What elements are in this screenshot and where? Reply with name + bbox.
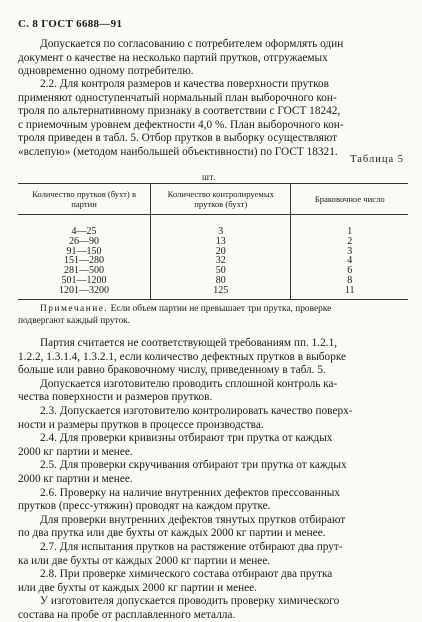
- cell-reject-number: 4: [347, 255, 353, 267]
- text-line: троля по альтернативному признаку в соответствии с ГОСТ 18242,: [18, 105, 341, 118]
- text-line: 2.4. Для проверки кривизны отбирают три прутка от каждых: [40, 432, 333, 445]
- text-line: 2.2. Для контроля размеров и качества поверхности прутков: [40, 78, 330, 90]
- cell-sample-size: 32: [151, 256, 291, 266]
- cell-reject-number: 3: [347, 245, 353, 257]
- paragraph-documents: [18, 38, 406, 79]
- text-line: Допускается по согласованию с потребителем оформлять один: [40, 38, 344, 50]
- cell-reject-number: 6: [347, 265, 353, 277]
- note-label: Примечание.: [40, 304, 109, 314]
- text-line: по два прутка или две бухты от каждых 2000 кг партии и менее.: [18, 527, 326, 540]
- cell-batch-size: 4—25: [18, 215, 151, 237]
- text-line: одновременно одному потребителю.: [18, 65, 194, 78]
- text-line: Партия считается не соответствующей требованиям пп. 1.2.1,: [40, 337, 338, 349]
- table-note: [18, 303, 408, 327]
- cell-sample-size: 3: [151, 215, 291, 237]
- note-text: Если объем партии не превышает три прутка, проверке: [110, 304, 332, 314]
- cell-reject-number: 8: [347, 274, 353, 286]
- cell-batch-size: 501—1200: [18, 276, 151, 286]
- text-line: ности и размеры прутков в процессе производства.: [18, 418, 264, 431]
- sampling-plan-table: [18, 183, 408, 300]
- cell-batch-size: 91—150: [18, 247, 151, 257]
- header-sample-size: Количество контролируемых прутков (бухт): [151, 184, 291, 215]
- table-row: [18, 215, 408, 237]
- table-row: [18, 286, 408, 299]
- text-line: 2.6. Проверку на наличие внутренних дефектов прессованных: [40, 486, 340, 499]
- cell-batch-size: 26—90: [18, 237, 151, 247]
- text-line: 2.7. Для испытания прутков на растяжение отбирают два прут-: [40, 540, 343, 553]
- cell-reject-number: 1: [347, 226, 353, 237]
- note-text: подвергают каждый пруток.: [18, 316, 131, 326]
- cell-sample-size: 80: [151, 276, 291, 286]
- cell-batch-size: 281—500: [18, 266, 151, 276]
- text-line: У изготовителя допускается проводить проверку химического: [40, 595, 340, 608]
- text-line: 2.8. При проверке химического состава отбирают два прутка: [40, 568, 333, 581]
- cell-sample-size: 125: [151, 286, 291, 299]
- text-line: применяют одноступенчатый нормальный план выборочного кон-: [18, 91, 337, 104]
- text-line: или две бухты от каждых 2000 кг партии и менее.: [18, 581, 258, 594]
- text-line: состава на пробе от расплавленного металла.: [18, 608, 236, 621]
- text-line: документ о качестве на несколько партий прутков, отгружаемых: [18, 51, 328, 64]
- cell-reject-number: 11: [291, 286, 408, 299]
- text-line: троля приведен в табл. 5. Отбор прутков в выборку осуществляют: [18, 132, 338, 145]
- text-line: 2.5. Для проверки скручивания отбирают три прутка от каждых: [40, 459, 347, 472]
- text-line: 2.3. Допускается изготовителю контролировать качество поверх-: [40, 404, 353, 417]
- header-batch-size: Количество прутков (бухт) в партии: [18, 184, 151, 215]
- cell-sample-size: 20: [151, 247, 291, 257]
- cell-batch-size: 151—280: [18, 256, 151, 266]
- text-line: ка или две бухты от каждых 2000 кг партии и менее.: [18, 554, 271, 567]
- text-line: «вслепую» (методом наибольшей объективности) по ГОСТ 18321.: [18, 145, 338, 158]
- text-line: 2000 кг партии и менее.: [18, 472, 133, 485]
- cell-sample-size: 50: [151, 266, 291, 276]
- table-header-row: [18, 184, 408, 215]
- text-line: чества поверхности и размеров прутков.: [18, 391, 213, 404]
- text-line: 1.2.2, 1.3.1.4, 1.3.2.1, если количество дефектных прутков в выборке: [18, 350, 347, 363]
- paragraph-conformity: [18, 337, 406, 622]
- text-line: Для проверки внутренних дефектов тянутых прутков отбирают: [40, 513, 346, 526]
- text-line: 2000 кг партии и менее.: [18, 445, 133, 458]
- text-line: больше или равно браковочному числу, приведенному в табл. 5.: [18, 364, 326, 377]
- paragraph-2-2: [18, 78, 406, 160]
- header-reject-number: Браковочное число: [291, 184, 408, 215]
- table-unit: шт.: [202, 172, 216, 182]
- page-header: С. 8 ГОСТ 6688—91: [18, 18, 123, 30]
- cell-batch-size: 1201—3200: [18, 286, 151, 299]
- cell-reject-number: 2: [347, 235, 353, 247]
- text-line: Допускается изготовителю проводить сплошной контроль ка-: [40, 377, 338, 390]
- table-caption: Таблица 5: [350, 154, 404, 165]
- cell-sample-size: 13: [151, 237, 291, 247]
- text-line: прутков (пресс-утяжин) проводят на каждом прутке.: [18, 500, 271, 513]
- text-line: с приемочным уровнем дефектности 4,0 %. План выборочного кон-: [18, 118, 344, 131]
